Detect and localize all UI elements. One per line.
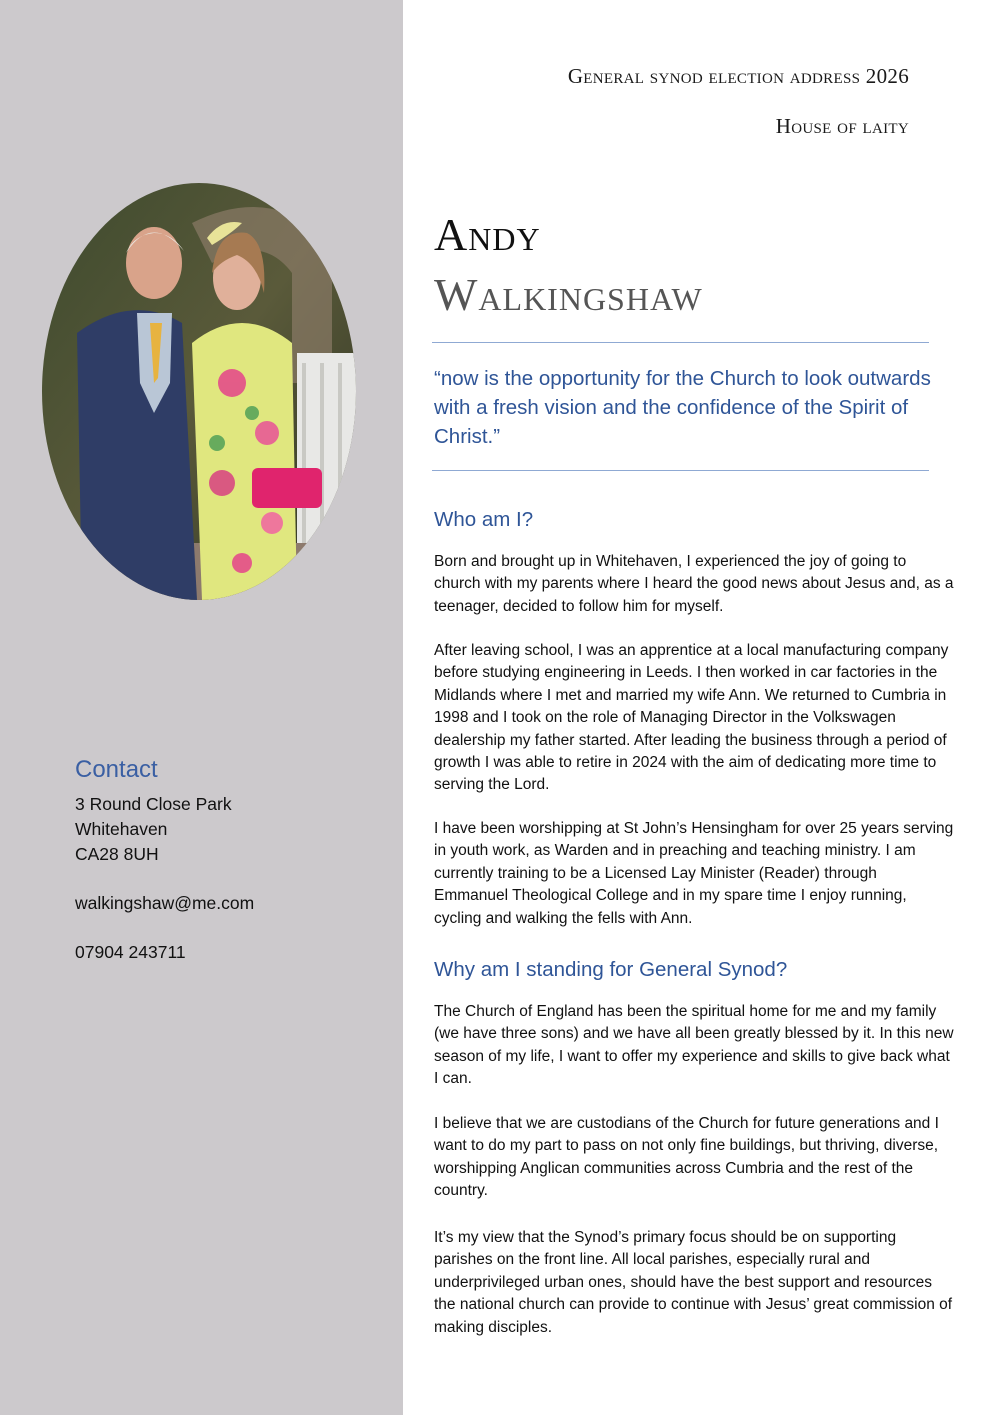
- contact-address-line-1: 3 Round Close Park: [75, 794, 232, 814]
- sidebar: [0, 0, 403, 1415]
- quote-bottom-divider: [432, 470, 929, 471]
- contact-phone[interactable]: 07904 243711: [75, 942, 186, 962]
- why-standing-paragraph-2: I believe that we are custodians of the Church for future generations and I want to do my part to pass on not only fine buildings, but thriving, diverse, worshipping Anglican communities across Cumbria and the rest of the country.: [434, 1115, 939, 1200]
- candidate-quote: “now is the opportunity for the Church to look outwards with a fresh vision and the confidence of the Spirit of Christ.”: [434, 367, 931, 448]
- contact-postcode: CA28 8UH: [75, 844, 159, 864]
- section-heading-who-am-i: Who am I?: [434, 508, 534, 531]
- candidate-photo: [42, 183, 356, 600]
- why-standing-paragraph-1: The Church of England has been the spiritual home for me and my family (we have three sons) and we have all been greatly blessed by it. In this new season of my life, I want to offer my experience and skills to give back what I can.: [434, 1003, 954, 1088]
- contact-email[interactable]: walkingshaw@me.com: [75, 893, 255, 913]
- who-am-i-paragraph-3: I have been worshipping at St John’s Hensingham for over 25 years serving in youth work, as Warden and in preaching and teaching ministry. I am currently training to be a Licensed Lay Minister (Reader) through Emmanuel Theological College and in my spare time I enjoy running, cycling and walking the fells with Ann.: [434, 820, 954, 927]
- who-am-i-paragraph-2: After leaving school, I was an apprentice at a local manufacturing company before studying engineering in Leeds. I then worked in car factories in the Midlands where I met and married my wife Ann. We returned to Cumbria in 1998 and I took on the role of Managing Director in the Volkswagen dealership my father started. After leading the business through a period of growth I was able to retire in 2024 with the aim of dedicating more time to serving the Lord.: [434, 642, 949, 794]
- election-title: General synod election address 2026: [567, 64, 909, 88]
- candidate-last-name: Walkingshaw: [434, 269, 703, 320]
- house-title: House of laity: [775, 114, 909, 138]
- contact-heading: Contact: [75, 756, 158, 783]
- quote-top-divider: [432, 342, 929, 343]
- contact-address-line-2: Whitehaven: [75, 819, 168, 839]
- why-standing-paragraph-3: It’s my view that the Synod’s primary focus should be on supporting parishes on the front line. All local parishes, especially rural and underprivileged urban ones, should have the best support and resources the national church can provide to continue with Jesus’ great commission of making disciples.: [434, 1229, 953, 1336]
- couple-photo-illustration: [42, 183, 356, 600]
- who-am-i-paragraph-1: Born and brought up in Whitehaven, I experienced the joy of going to church with my parents where I heard the good news about Jesus and, as a teenager, decided to follow him for myself.: [434, 553, 954, 615]
- candidate-first-name: Andy: [434, 209, 541, 260]
- section-heading-why-standing: Why am I standing for General Synod?: [434, 958, 788, 981]
